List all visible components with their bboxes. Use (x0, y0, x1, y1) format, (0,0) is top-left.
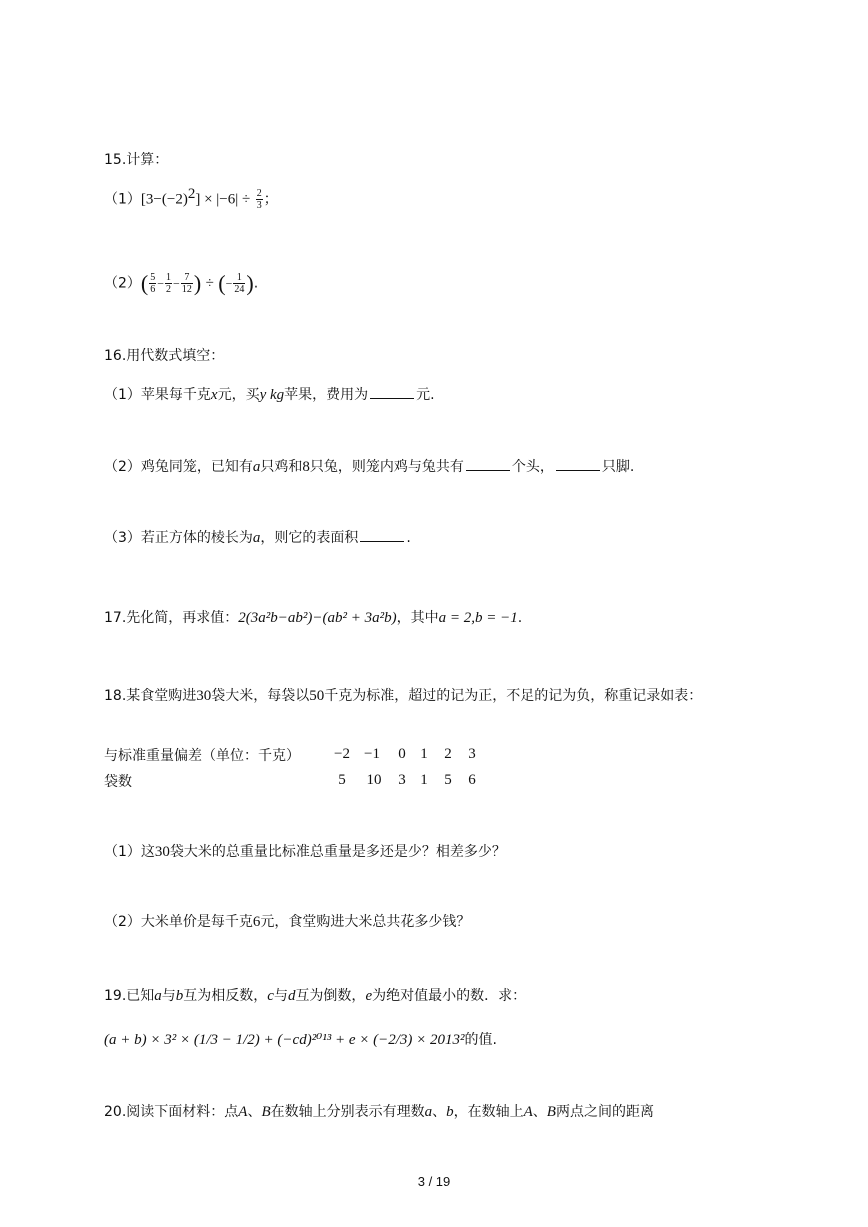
table-cell: 5 (338, 772, 346, 788)
table-cell: 1 (420, 772, 428, 788)
table-cell: 3 (468, 746, 476, 762)
fraction: $\frac{2}{3}$ (256, 188, 262, 211)
table-cell: −2 (334, 746, 350, 762)
answer-blank[interactable] (556, 456, 600, 471)
q18-stem: 18.某食堂购进30袋大米，每袋以50千克为标准，超过的记为正，不足的记为负，称重记录如表： (104, 688, 703, 704)
q17: 17.先化简，再求值：2(3a²b−ab²)−(ab² + 3a²b)，其中a = 2,b = −1. (104, 610, 523, 626)
q20-stem: 20.阅读下面材料：点A、B在数轴上分别表示有理数a、b，在数轴上A、B两点之间的距离 (104, 1104, 654, 1120)
table-cell: 0 (398, 746, 406, 762)
table-cell: 10 (366, 772, 382, 788)
table-cell: −1 (364, 746, 380, 762)
table-cell: 3 (398, 772, 406, 788)
q16-title: 16.用代数式填空： (104, 348, 225, 364)
q19-expression: (a + b) × 3² × (1/3 − 1/2) + (−cd)²⁰¹³ + e × (−2/3) × 2013²的值. (104, 1032, 497, 1048)
q19-stem: 19.已知a与b互为相反数，c与d互为倒数，e为绝对值最小的数．求： (104, 988, 527, 1004)
q15-part2: （2）( $\frac{5}{6}$ − $\frac{1}{2}$ − $\frac{7}{12}$ ) ÷ (− $\frac{1}{24}$ ). (104, 270, 259, 296)
q15-part1: $(1)[3-(-2)^2] \times |-6|$ ÷ $\frac{2}{3}$ ； (104, 185, 278, 211)
answer-blank[interactable] (360, 527, 404, 542)
q16-part3: （3）若正方体的棱长为a，则它的表面积 . (104, 527, 411, 548)
table-cell: 5 (444, 772, 452, 788)
q18-part1: （1）这30袋大米的总重量比标准总重量是多还是少？相差多少？ (104, 844, 506, 860)
table-cell: 2 (444, 746, 452, 762)
table-row: 与标准重量偏差（单位：千克） (104, 748, 300, 764)
q15-title: 15.计算： (104, 152, 169, 168)
table-cell: 6 (468, 772, 476, 788)
answer-blank[interactable] (466, 456, 510, 471)
q16-part1: （1）苹果每千克x元，买y kg苹果，费用为 元. (104, 384, 435, 405)
q18-part2: （2）大米单价是每千克6元，食堂购进大米总共花多少钱？ (104, 914, 471, 930)
page-number: 3 / 19 (417, 1174, 451, 1189)
table-row: 袋数 (104, 774, 132, 790)
answer-blank[interactable] (370, 384, 414, 399)
table-cell: 1 (420, 746, 428, 762)
q16-part2: （2）鸡兔同笼，已知有a只鸡和8只兔，则笼内鸡与兔共有 个头， 只脚. (104, 456, 634, 477)
